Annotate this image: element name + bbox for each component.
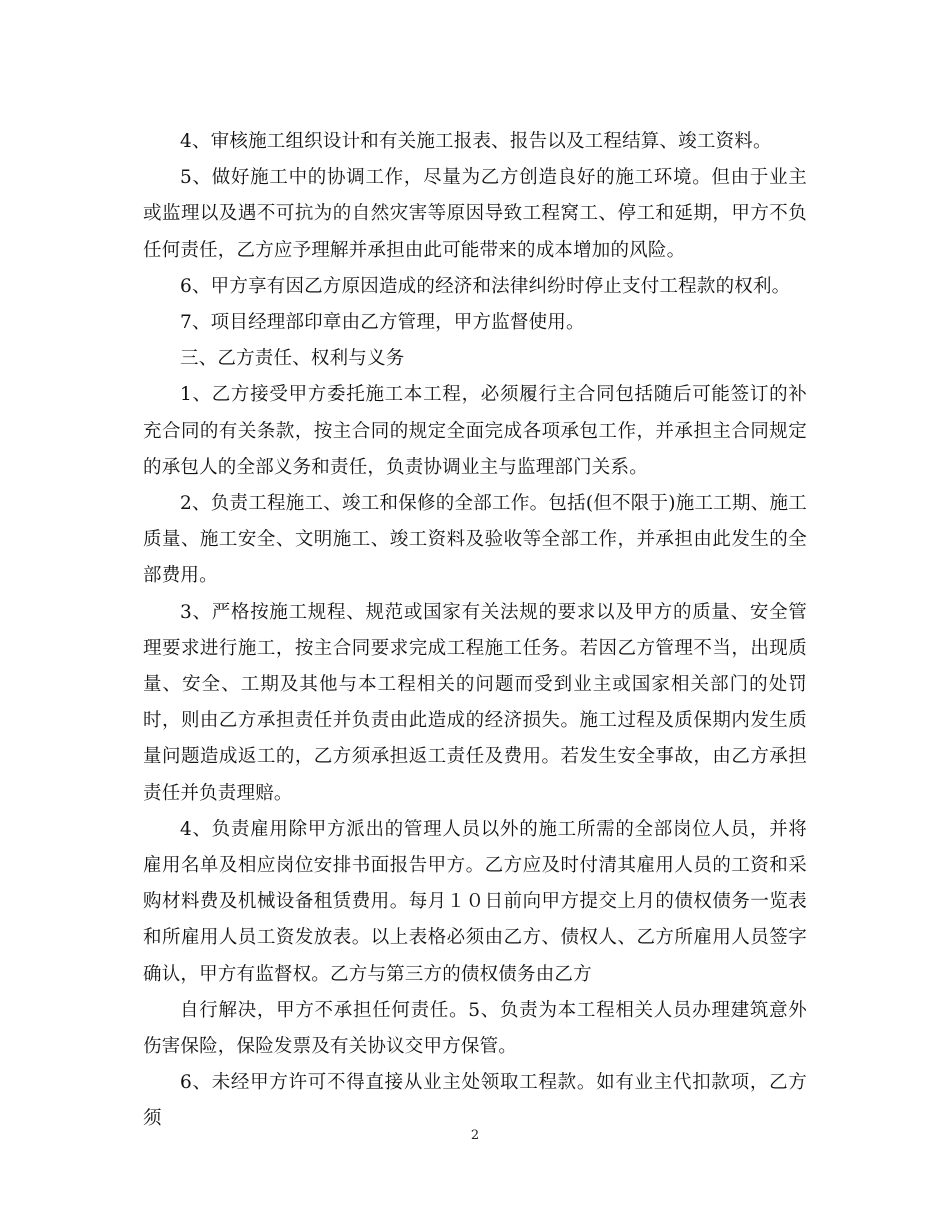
paragraph-6-payment-rights: 6、甲方享有因乙方原因造成的经济和法律纠纷时停止支付工程款的权利。: [180, 275, 791, 297]
page-number: 2: [470, 1128, 480, 1143]
paragraph-4-review-docs: 4、审核施工组织设计和有关施工报表、报告以及工程结算、竣工资料。: [180, 131, 772, 152]
paragraph-2-construction-work: 2、负责工程施工、竣工和保修的全部工作。包括(但不限于)施工工期、施工质量、施工安全、文明施工、竣工资料及验收等全部工作，并承担由此发生的全部费用。: [143, 493, 807, 587]
paragraph-3-quality-safety: 3、严格按施工规程、规范或国家有关法规的要求以及甲方的质量、安全管理要求进行施工，按主合同要求完成工程施工任务。若因乙方管理不当，出现质量、安全、工期及其他与本工程相关的问题而受到业主或国家相关部门的处罚时，则由乙方承担责任并负责由此造成的经济损失。施工过程及质保期内发生质量问题造成返工的，乙方须承担返工责任及费用。若发生安全事故，由乙方承担责任并负责理赔。: [143, 601, 807, 804]
paragraph-continuation-insurance: 自行解决，甲方不承担任何责任。5、负责为本工程相关人员办理建筑意外伤害保险，保险发票及有关协议交甲方保管。: [143, 999, 807, 1058]
paragraph-4-employment: 4、负责雇用除甲方派出的管理人员以外的施工所需的全部岗位人员，并将雇用名单及相应岗位安排书面报告甲方。乙方应及时付清其雇用人员的工资和采购材料费及机械设备租赁费用。每月１０日前向甲方提交上月的债权债务一览表和所雇用人员工资发放表。以上表格必须由乙方、债权人、乙方所雇用人员签字确认，甲方有监督权。乙方与第三方的债权债务由乙方: [143, 818, 807, 985]
paragraph-5-coordination: 5、做好施工中的协调工作，尽量为乙方创造良好的施工环境。但由于业主或监理以及遇不可抗为的自然灾害等原因导致工程窝工、停工和延期，甲方不负任何责任，乙方应予理解并承担由此可能带来的成本增加的风险。: [143, 167, 807, 261]
paragraph-1-contract-duties: 1、乙方接受甲方委托施工本工程，必须履行主合同包括随后可能签订的补充合同的有关条款，按主合同的规定全面完成各项承包工作，并承担主合同规定的承包人的全部义务和责任，负责协调业主与监理部门关系。: [143, 384, 807, 478]
document-body: [143, 124, 807, 1138]
paragraph-6-payment-collection: 6、未经甲方许可不得直接从业主处领取工程款。如有业主代扣款项，乙方须: [143, 1072, 807, 1130]
paragraph-7-seal-management: 7、项目经理部印章由乙方管理，甲方监督使用。: [180, 312, 585, 334]
section-heading-party-b: 三、乙方责任、权利与义务: [180, 348, 405, 370]
